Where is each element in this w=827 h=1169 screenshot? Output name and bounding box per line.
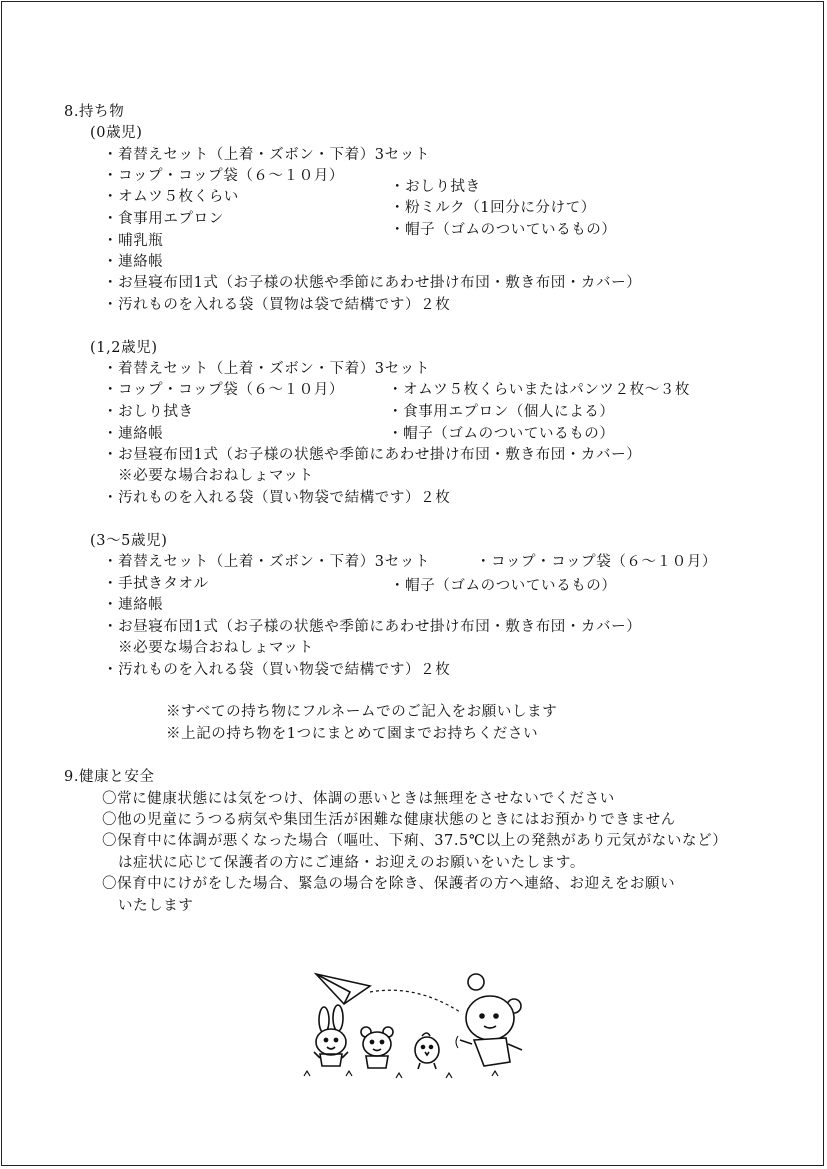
age0-item: ・食事用エプロン <box>103 211 224 227</box>
age12-item-right: ・オムツ５枚くらいまたはパンツ２枚〜３枚 <box>388 382 690 398</box>
age12-item: ・おしり拭き <box>103 404 194 420</box>
age12-item: ・連絡帳 <box>103 426 164 442</box>
age0-item-right: ・おしり拭き <box>390 179 481 195</box>
age12-item: ・汚れものを入れる袋（買い物袋で結構です）２枚 <box>103 490 451 506</box>
section9-heading: 9.健康と安全 <box>64 769 155 785</box>
age12-item-right: ・帽子（ゴムのついているもの） <box>388 426 615 442</box>
age0-item: ・着替えセット（上着・ズボン・下着）3セット <box>103 147 430 163</box>
rabbit-icon <box>314 1005 348 1066</box>
age0-item: ・コップ・コップ袋（６〜１０月） <box>103 168 345 184</box>
health-item: 〇保育中にけがをした場合、緊急の場合を除き、保護者の方へ連絡、お迎えをお願い <box>102 876 676 892</box>
section8-heading: 8.持ち物 <box>64 104 125 120</box>
health-item-continued: いたします <box>118 898 194 914</box>
age35-label: (3〜5歳児) <box>90 533 168 549</box>
age35-item: ・着替えセット（上着・ズボン・下着）3セット <box>103 554 430 570</box>
children-illustration <box>296 966 536 1084</box>
age35-item: ・お昼寝布団1式（お子様の状態や季節にあわせ掛け布団・敷き布団・カバー） <box>103 619 642 635</box>
age0-item-right: ・粉ミルク（1回分に分けて） <box>390 200 596 216</box>
health-item: 〇保育中に体調が悪くなった場合（嘔吐、下痢、37.5℃以上の発熱があり元気がないなど） <box>102 833 728 849</box>
age12-label: (1,2歳児) <box>90 340 158 356</box>
age0-item: ・お昼寝布団1式（お子様の状態や季節にあわせ掛け布団・敷き布団・カバー） <box>103 275 642 291</box>
health-item-continued: は症状に応じて保護者の方にご連絡・お迎えのお願いをいたします。 <box>118 855 585 871</box>
age35-item-right: ・帽子（ゴムのついているもの） <box>390 578 617 594</box>
age12-item-right: ・食事用エプロン（個人による） <box>388 404 615 420</box>
age35-item: ・手拭きタオル <box>103 576 209 592</box>
health-item: 〇常に健康状態には気をつけ、体調の悪いときは無理をさせないでください <box>102 791 615 807</box>
age12-item: ・着替えセット（上着・ズボン・下着）3セット <box>103 361 430 377</box>
note-fullname: ※すべての持ち物にフルネームでのご記入をお願いします <box>166 704 558 720</box>
paper-plane-icon <box>316 974 370 1004</box>
age35-item-right: ・コップ・コップ袋（６〜１０月） <box>476 554 718 570</box>
age35-item: ・汚れものを入れる袋（買い物袋で結構です）２枚 <box>103 662 451 678</box>
health-item: 〇他の児童にうつる病気や集団生活が困難な健康状態のときにはお預かりできません <box>102 812 676 828</box>
age12-item: ・お昼寝布団1式（お子様の状態や季節にあわせ掛け布団・敷き布団・カバー） <box>103 447 642 463</box>
age35-note: ※必要な場合おねしょマット <box>118 640 314 656</box>
age0-item: ・哺乳瓶 <box>103 233 164 249</box>
age0-item-right: ・帽子（ゴムのついているもの） <box>390 222 617 238</box>
age12-note: ※必要な場合おねしょマット <box>118 468 314 484</box>
running-bear-icon <box>456 974 522 1066</box>
chick-icon <box>415 1033 439 1069</box>
age35-item: ・連絡帳 <box>103 597 164 613</box>
age0-item: ・汚れものを入れる袋（買物は袋で結構です）２枚 <box>103 297 451 313</box>
age0-item: ・オムツ５枚くらい <box>103 189 239 205</box>
age0-label: (0歳児) <box>90 125 143 141</box>
bear-icon <box>361 1027 393 1068</box>
age12-item: ・コップ・コップ袋（６〜１０月） <box>103 382 345 398</box>
note-bundle: ※上記の持ち物を1つにまとめて園までお持ちください <box>166 726 539 742</box>
age0-item: ・連絡帳 <box>103 254 164 270</box>
